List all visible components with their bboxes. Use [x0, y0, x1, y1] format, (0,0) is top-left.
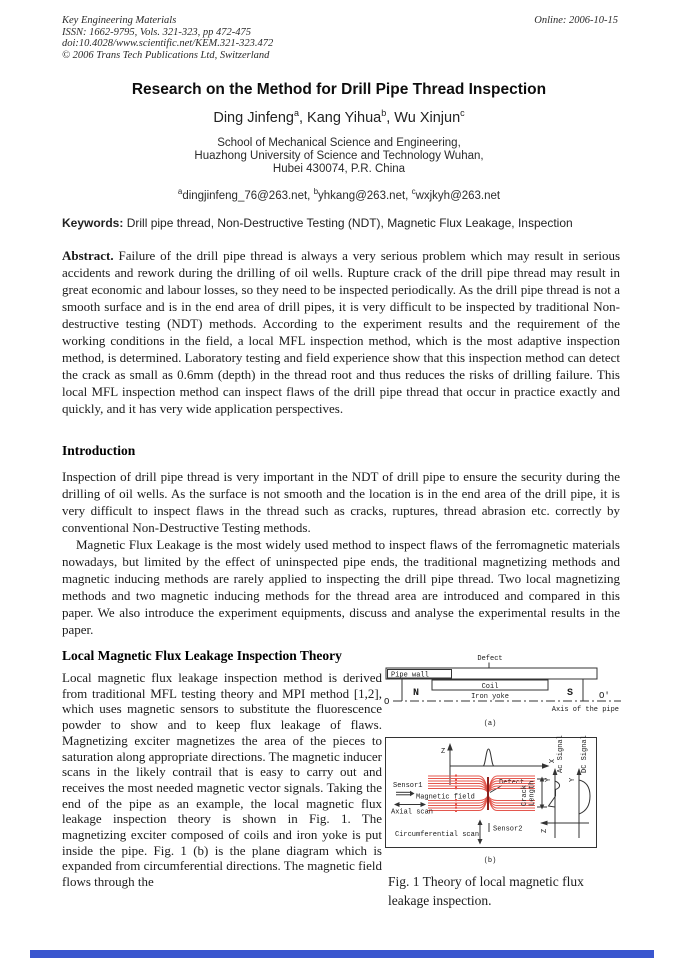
- author-superscript: a: [293, 108, 299, 118]
- email-superscript: b: [313, 187, 319, 197]
- header-online-date: Online: 2006-10-15: [534, 15, 618, 26]
- paper-title: Research on the Method for Drill Pipe Thread Inspection: [131, 81, 547, 98]
- dc-signal-label: DC Signal: [581, 735, 589, 773]
- introduction-paragraph-2: Magnetic Flux Leakage is the most widely used method to inspect flaws of the ferromagnetic materials nowadays, but limited by the effect of uninspected pipe ends, the traditional magnetizing methods and magnetic inducing methods are rarely applied to inspecting the drill pipe thread. Two local magnetizing methods and two magnetic inducing methods for the thread area are introduced and compared in this paper. We also introduce the experiment equipments, discuss and analyse the experimental results in the paper.: [62, 537, 620, 637]
- header-journal: Key Engineering Materials: [62, 15, 177, 26]
- circ-scan-arrowhead: [478, 839, 483, 845]
- circumferential-scan-label: Circumferential scan: [395, 831, 480, 839]
- ac-y-label: Y: [545, 777, 553, 782]
- abstract-label: Abstract.: [62, 248, 114, 263]
- authors-line: [30, 108, 648, 126]
- author-name: , Kang Yihua: [298, 109, 382, 126]
- sensor1-label: Sensor1: [393, 782, 423, 790]
- circ-scan-arrowhead: [478, 820, 483, 826]
- magnetic-field-label: Magnetic field: [416, 793, 475, 802]
- north-pole-label: N: [413, 688, 420, 699]
- axial-scan-arrowhead: [394, 802, 400, 807]
- author-name: Ding Jinfeng: [213, 109, 294, 126]
- axial-scan-arrowhead: [421, 802, 427, 807]
- introduction-section: [62, 443, 620, 638]
- x-axis-arrow: [542, 763, 550, 769]
- theory-body-text: Local magnetic flux leakage inspection method is derived from traditional MFL testing theory and MPI method [1,2], which uses magnetic sensors to substitute the fluorescence powder to show and to keep flux leakage of flaws. Magnetizing exciter magnetizes the area of the pieces to saturation along appropriate directions. The magnetic inducer scans in the likely contrail that is easy to carry out and receives the most needed magnetic vector signals. Taking the end of the pipe as an example, the local magnetic flux leakage inspection theory is shown in Fig. 1. The magnetizing exciter composed of coils and iron yoke is put inside the pipe. Fig. 1 (b) is the plane diagram which is expanded from circumferential directions. The magnetic field flows through the: [62, 670, 382, 890]
- iron-yoke-label: Iron yoke: [471, 693, 509, 701]
- crack-length-label: Length: [528, 780, 537, 806]
- figure-caption: Fig. 1 Theory of local magnetic flux leakage inspection.: [388, 874, 584, 908]
- sensor1-arrow: [410, 791, 415, 796]
- subfigure-b-label: (b): [483, 857, 497, 865]
- emails-line: [30, 187, 648, 202]
- leakage-peak-curve: [478, 749, 499, 766]
- page-header: [62, 15, 618, 61]
- origin-label: O: [384, 697, 390, 707]
- affiliation-line: Hubei 430074, P.R. China: [272, 163, 406, 176]
- email-superscript: a: [177, 187, 183, 197]
- title-block: [30, 81, 648, 202]
- dc-y-label: Y: [569, 777, 577, 782]
- ac-signal-label: Ac Signal: [557, 735, 565, 773]
- author-name: , Wu Xinjun: [386, 109, 461, 126]
- figure-1: [383, 651, 623, 910]
- keywords-label: Keywords:: [62, 216, 124, 230]
- keywords-text: Drill pipe thread, Non-Destructive Testing (NDT), Magnetic Flux Leakage, Inspection: [123, 216, 573, 230]
- introduction-paragraph-1: Inspection of drill pipe thread is very important in the NDT of drill pipe to ensure the security during the drilling of oil wells. As the surface is not smooth and the location is in the end area of the drill pipe, it is very difficult to inspect flaws in the thread such as cracks, ruptures, thread abrasion etc. correctly by conventional Non-Destructive Testing methods.: [62, 469, 620, 535]
- defect-label-b: Defect: [499, 779, 525, 787]
- affiliation-line: Huazhong University of Science and Technology Wuhan,: [194, 150, 484, 163]
- subfigure-a-label: (a): [483, 720, 497, 728]
- x-axis-label: X: [546, 759, 554, 764]
- abstract-text: Failure of the drill pipe thread is always a very serious problem which may result in serious accidents and rework during the drilling of oil wells. Rupture crack of the drill pipe thread may result in great economic and labour losses, so they need to be inspected periodically. As the drill pipe thread is not a smooth surface and is in the end area of drill pipes, it is very difficult to be inspected by traditional Non-destructive testing (NDT) methods. According to the experiment results and the requirement of the working conditions in the field, a local MFL inspection method, which is the most adaptive inspection method, is determined. Laboratory testing and field experience show that this inspection method can detect the crack as small as 0.6mm (depth) in the thread root and thus reduces the risks of drilling failure. This local MFL inspection method can inspect flaws of the drill pipe thread that occur in practice exactly and quickly, and it has very wide application perspectives.: [62, 248, 620, 416]
- pipe-wall-label: Pipe wall: [391, 671, 429, 680]
- email-address: dingjinfeng_76@263.net,: [182, 190, 314, 203]
- axial-scan-label: Axial scan: [391, 808, 434, 817]
- author-superscript: b: [381, 108, 387, 118]
- footer-bar: [30, 950, 654, 958]
- author-superscript: c: [460, 108, 465, 118]
- defect-label: Defect: [477, 655, 503, 663]
- axis-of-pipe-label: Axis of the pipe: [551, 706, 619, 714]
- ac-signal-curve: [549, 775, 560, 835]
- header-doi: doi:10.4028/www.scientific.net/KEM.321-323.472: [62, 38, 274, 50]
- dc-signal-curve: [579, 780, 590, 814]
- section-heading-theory: Local Magnetic Flux Leakage Inspection Theory: [62, 648, 342, 663]
- affiliation: [30, 137, 648, 177]
- header-copyright: © 2006 Trans Tech Publications Ltd, Switzerland: [62, 49, 270, 61]
- bottom-z-label: Z: [541, 828, 549, 833]
- email-address: wxjkyh@263.net: [415, 190, 501, 203]
- south-pole-label: S: [567, 688, 574, 699]
- email-superscript: c: [411, 187, 416, 197]
- z-axis-label: Z: [441, 748, 446, 756]
- origin-prime-label: O': [599, 691, 610, 701]
- section-heading-introduction: Introduction: [62, 443, 136, 458]
- bottom-z-arrow: [540, 821, 548, 826]
- affiliation-line: School of Mechanical Science and Engineering,: [217, 136, 461, 149]
- abstract: [62, 247, 620, 417]
- figure-1b-diagram: [383, 735, 621, 867]
- figure-1a-diagram: [383, 651, 621, 733]
- crack-length-label: Crack: [521, 784, 529, 806]
- email-address: yhkang@263.net,: [318, 190, 412, 203]
- coil-label: Coil: [481, 683, 499, 691]
- z-axis-arrow: [447, 743, 453, 751]
- header-issn: ISSN: 1662-9795, Vols. 321-323, pp 472-475: [62, 26, 251, 38]
- sensor2-label: Sensor2: [493, 825, 523, 834]
- keywords-line: [62, 216, 620, 230]
